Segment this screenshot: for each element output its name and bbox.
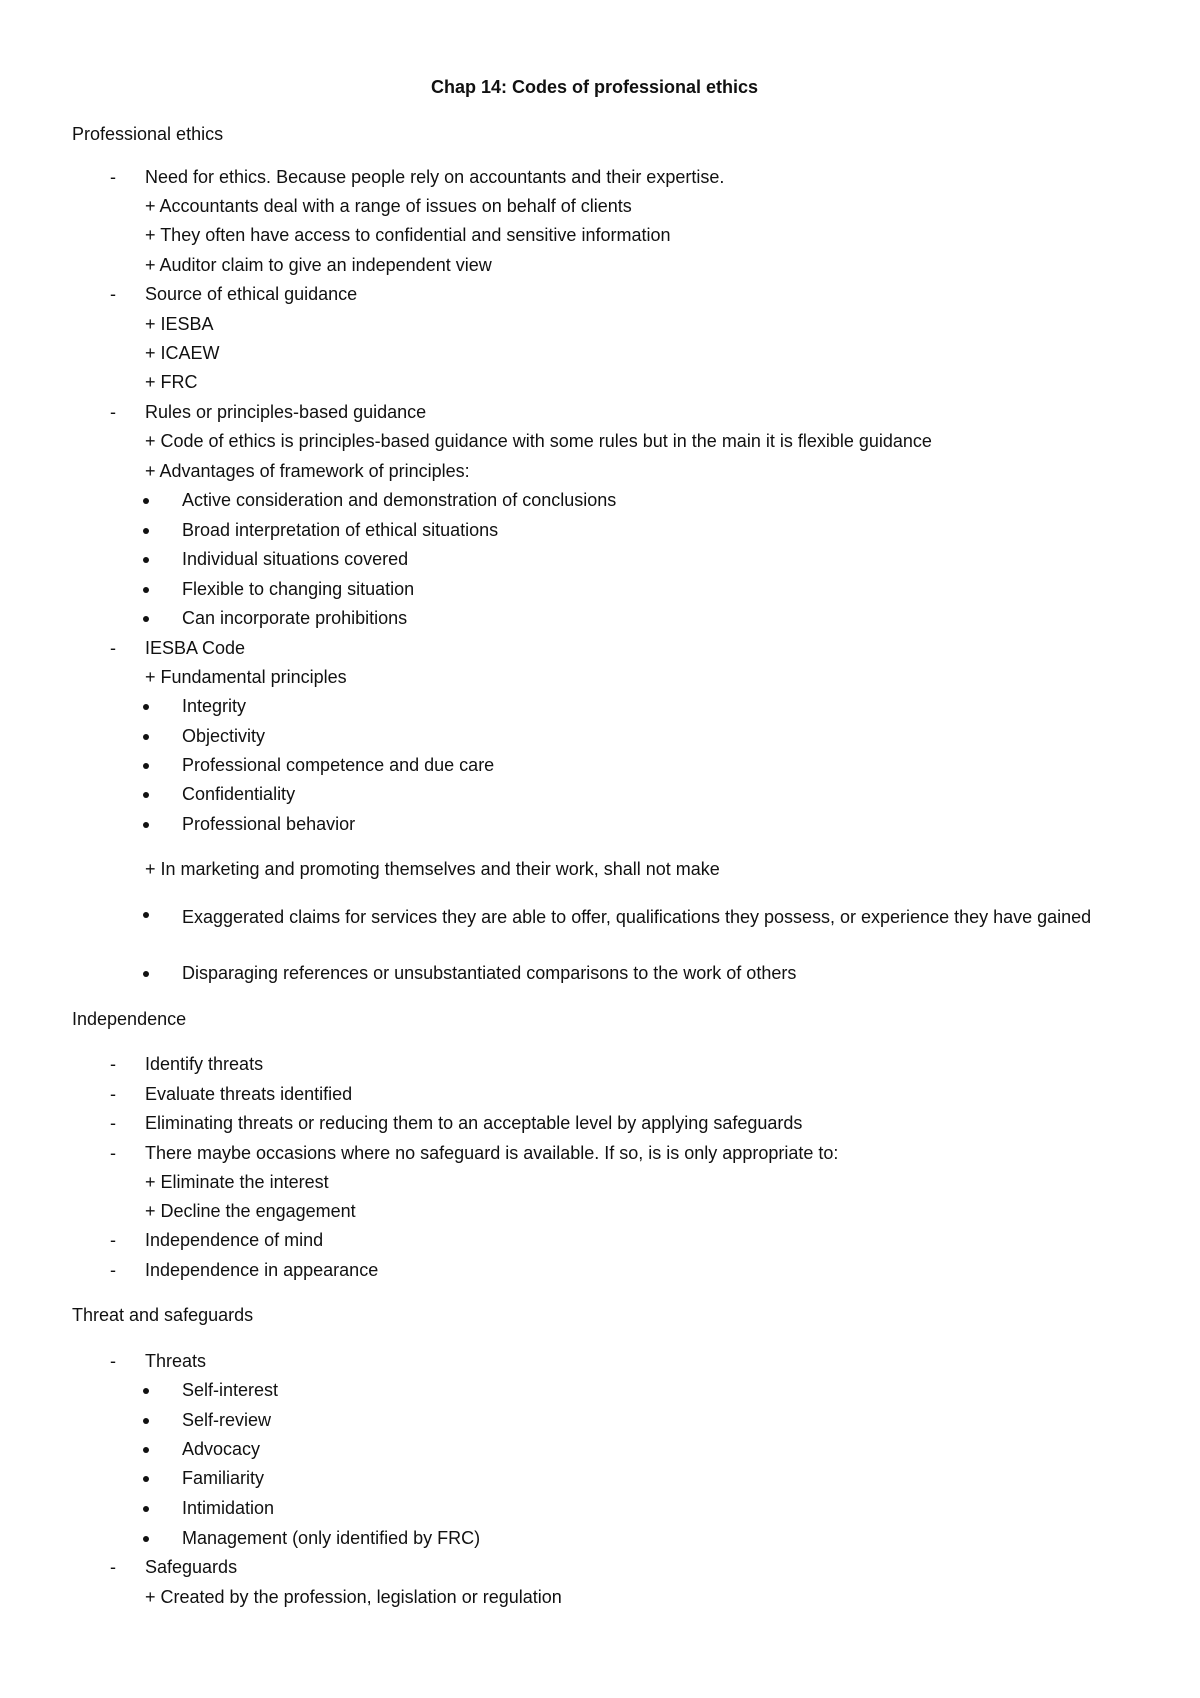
list-item: Identify threats [145, 1054, 264, 1074]
section-heading: Threat and safeguards [72, 1305, 254, 1325]
bullet-item: Flexible to changing situation [182, 579, 415, 599]
bullet-item: Advocacy [182, 1439, 261, 1459]
bullet-dot [143, 616, 149, 622]
bullet-dot [143, 822, 149, 828]
bullet-dot [143, 763, 149, 769]
bullet-item: Exaggerated claims for services they are able to offer, qualifications they possess, or experience they have gained [182, 907, 1092, 927]
dash-bullet: - [110, 638, 116, 658]
bullet-item: Active consideration and demonstration of conclusions [182, 490, 617, 510]
dash-bullet: - [110, 1084, 116, 1104]
list-item: Rules or principles-based guidance [145, 402, 427, 422]
bullet-dot [143, 1536, 149, 1542]
sub-item: + They often have access to confidential and sensitive information [145, 225, 671, 245]
list-item: Safeguards [145, 1557, 238, 1577]
sub-item: + Eliminate the interest [145, 1172, 329, 1192]
bullet-item: Confidentiality [182, 784, 296, 804]
list-item: Independence in appearance [145, 1260, 379, 1280]
bullet-dot [143, 912, 149, 918]
bullet-dot [143, 1506, 149, 1512]
dash-bullet: - [110, 1557, 116, 1577]
bullet-item: Self-review [182, 1410, 272, 1430]
list-item: Threats [145, 1351, 207, 1371]
bullet-item: Management (only identified by FRC) [182, 1528, 481, 1548]
list-item: IESBA Code [145, 638, 246, 658]
dash-bullet: - [110, 1143, 116, 1163]
bullet-item: Individual situations covered [182, 549, 409, 569]
bullet-item: Familiarity [182, 1468, 265, 1488]
bullet-dot [143, 1447, 149, 1453]
bullet-dot [143, 1418, 149, 1424]
section-heading: Independence [72, 1009, 187, 1029]
bullet-dot [143, 734, 149, 740]
bullet-item: Can incorporate prohibitions [182, 608, 408, 628]
bullet-dot [143, 587, 149, 593]
list-item: Independence of mind [145, 1230, 324, 1250]
bullet-item: Intimidation [182, 1498, 275, 1518]
sub-item: + Created by the profession, legislation or regulation [145, 1587, 562, 1607]
bullet-dot [143, 498, 149, 504]
dash-bullet: - [110, 167, 116, 187]
sub-item: + ICAEW [145, 343, 220, 363]
bullet-item: Integrity [182, 696, 247, 716]
bullet-item: Objectivity [182, 726, 266, 746]
bullet-dot [143, 704, 149, 710]
sub-item: + Accountants deal with a range of issues on behalf of clients [145, 196, 632, 216]
sub-item: + Decline the engagement [145, 1201, 356, 1221]
section-heading: Professional ethics [72, 124, 224, 144]
sub-item: + Fundamental principles [145, 667, 347, 687]
sub-item: + Advantages of framework of principles: [145, 461, 470, 481]
sub-item: + Code of ethics is principles-based guidance with some rules but in the main it is flexible guidance [145, 431, 932, 451]
list-item: There maybe occasions where no safeguard is available. If so, is is only appropriate to: [145, 1143, 839, 1163]
bullet-item: Professional behavior [182, 814, 356, 834]
bullet-item: Professional competence and due care [182, 755, 495, 775]
bullet-dot [143, 1476, 149, 1482]
sub-item: + IESBA [145, 314, 214, 334]
dash-bullet: - [110, 284, 116, 304]
dash-bullet: - [110, 402, 116, 422]
bullet-dot [143, 971, 149, 977]
bullet-item: Broad interpretation of ethical situations [182, 520, 499, 540]
bullet-item: Self-interest [182, 1380, 279, 1400]
dash-bullet: - [110, 1230, 116, 1250]
list-item: Evaluate threats identified [145, 1084, 353, 1104]
bullet-dot [143, 792, 149, 798]
bullet-dot [143, 528, 149, 534]
dash-bullet: - [110, 1054, 116, 1074]
list-item: Eliminating threats or reducing them to an acceptable level by applying safeguards [145, 1113, 803, 1133]
dash-bullet: - [110, 1351, 116, 1371]
sub-item: + In marketing and promoting themselves and their work, shall not make [145, 859, 720, 879]
page-title: Chap 14: Codes of professional ethics [431, 77, 759, 97]
bullet-dot [143, 557, 149, 563]
sub-item: + FRC [145, 372, 198, 392]
dash-bullet: - [110, 1260, 116, 1280]
list-item: Source of ethical guidance [145, 284, 358, 304]
dash-bullet: - [110, 1113, 116, 1133]
bullet-dot [143, 1388, 149, 1394]
list-item: Need for ethics. Because people rely on accountants and their expertise. [145, 167, 725, 187]
sub-item: + Auditor claim to give an independent view [145, 255, 492, 275]
bullet-item: Disparaging references or unsubstantiated comparisons to the work of others [182, 963, 797, 983]
